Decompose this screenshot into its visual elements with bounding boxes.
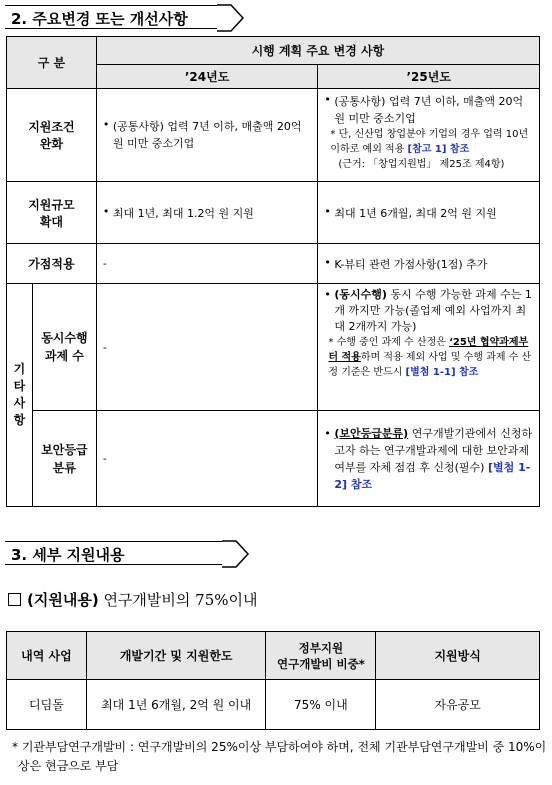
detail-cell-period: 최대 1년 6개월, 2억 원 이내	[86, 680, 266, 730]
row-support-condition-label: 지원조건 완화	[7, 89, 97, 182]
detail-cell-program: 디딤돌	[7, 680, 87, 730]
section2-title: 2. 주요변경 또는 개선사항	[11, 10, 188, 28]
row-support-condition-2025: • (공통사항) 업력 7년 이하, 매출액 20억 원 미만 중소기업 * 단, 신산업 창업분야 기업의 경우 업력 10년 이하로 예외 적용 [참고 1] 참조 (근거: 「창업지원법」 제25조 제4항)	[318, 89, 540, 182]
row-support-condition-2024: • (공통사항) 업력 7년 이하, 매출액 20억 원 미만 중소기업	[96, 89, 318, 182]
changes-table	[6, 36, 540, 507]
header-plan: 시행 계획 주요 변경 사항	[96, 37, 539, 65]
row-bonus-2025: • K-뷰티 관련 가점사항(1점) 추가	[318, 244, 540, 284]
row-concurrent-2024: -	[96, 284, 318, 411]
detail-cell-ratio: 75% 이내	[266, 680, 376, 730]
row-concurrent-label: 동시수행 과제 수	[32, 284, 96, 411]
row-support-scale-2025: • 최대 1년 6개월, 최대 2억 원 지원	[318, 182, 540, 244]
detail-header-program: 내역 사업	[7, 632, 87, 680]
section3-title: 3. 세부 지원내용	[11, 546, 125, 564]
detail-header-ratio: 정부지원 연구개발비 비중*	[266, 632, 376, 680]
row-bonus-2024: -	[96, 244, 318, 284]
heading-tab-shape	[217, 4, 247, 32]
section2-heading	[5, 5, 225, 29]
detail-cell-method: 자유공모	[376, 680, 540, 730]
row-security-label: 보안등급 분류	[32, 411, 96, 507]
support-detail-table	[6, 631, 540, 730]
heading-tab-shape	[222, 540, 252, 568]
row-other-label: 기 타 사 항	[7, 284, 33, 507]
row-support-scale-2024: • 최대 1년, 최대 1.2억 원 지원	[96, 182, 318, 244]
header-2024: ’24년도	[96, 65, 318, 89]
row-bonus-label: 가점적용	[7, 244, 97, 284]
checkbox-square-icon	[8, 593, 21, 606]
detail-header-method: 지원방식	[376, 632, 540, 680]
support-content-line: (지원내용) 연구개발비의 75%이내	[8, 589, 257, 610]
footnote: * 기관부담연구개발비 : 연구개발비의 25%이상 부담하여야 하며, 전체 기관부담연구개발비 중 10%이상은 현금으로 부담	[12, 740, 547, 773]
row-security-2025: • (보안등급분류) 연구개발기관에서 신청하고자 하는 연구개발과제에 대한 보안과제 여부를 자체 점검 후 신청(필수) [별첨 1-2] 참조	[318, 411, 540, 507]
section3-heading	[5, 541, 230, 565]
header-category: 구 분	[7, 37, 97, 89]
detail-header-period: 개발기간 및 지원한도	[86, 632, 266, 680]
row-concurrent-2025: • (동시수행) 동시 수행 가능한 과제 수는 1개 까지만 가능(졸업제 예외 사업까지 최대 2개까지 가능) * 수행 중인 과제 수 산정은 ‘25년 협약과제부터 적용하며 적용 제외 사업 및 수행 과제 수 산정 기준은 반드시 [별첨 1-1] 참조	[318, 284, 540, 411]
row-security-2024: -	[96, 411, 318, 507]
header-2025: ’25년도	[318, 65, 540, 89]
row-support-scale-label: 지원규모 확대	[7, 182, 97, 244]
